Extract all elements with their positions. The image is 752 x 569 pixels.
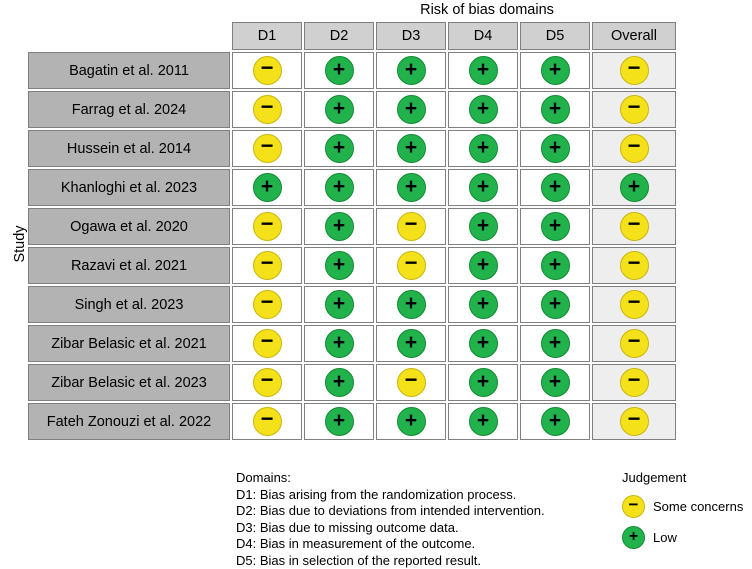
low-risk-icon: [541, 290, 570, 319]
judgement-cell-d3: [376, 403, 446, 440]
low-risk-icon: [325, 368, 354, 397]
judgement-symbol: +: [548, 97, 562, 120]
judgement-symbol: +: [332, 370, 346, 393]
judgement-cell-d5: [520, 364, 590, 401]
low-risk-icon: [541, 95, 570, 124]
y-axis-label: Study: [12, 225, 28, 263]
some-concerns-icon: [253, 134, 282, 163]
judgement-symbol: +: [332, 331, 346, 354]
judgement-symbol: +: [548, 175, 562, 198]
table-row: [28, 364, 676, 401]
judgement-symbol: −: [260, 133, 274, 158]
judgement-symbol: +: [404, 409, 418, 432]
judgement-cell-d5: [520, 208, 590, 245]
judgement-symbol: +: [332, 97, 346, 120]
judgement-cell-overall: [592, 91, 676, 128]
low-risk-icon: [541, 368, 570, 397]
legend-item-low: [622, 526, 743, 549]
judgement-symbol: +: [476, 175, 490, 198]
judgement-cell-d2: [304, 208, 374, 245]
judgement-cell-d4: [448, 325, 518, 362]
low-risk-icon: [541, 329, 570, 358]
judgement-symbol: +: [476, 58, 490, 81]
low-risk-icon: [325, 56, 354, 85]
judgement-cell-d3: [376, 286, 446, 323]
judgement-cell-d5: [520, 286, 590, 323]
low-risk-icon: [397, 173, 426, 202]
some-concerns-icon: [253, 329, 282, 358]
judgement-cell-d1: [232, 403, 302, 440]
low-risk-icon: [325, 251, 354, 280]
judgement-cell-d3: [376, 325, 446, 362]
judgement-cell-overall: [592, 208, 676, 245]
judgement-symbol: −: [404, 367, 418, 392]
low-risk-icon: [397, 95, 426, 124]
table-row: [28, 169, 676, 206]
judgement-cell-d2: [304, 403, 374, 440]
table-row: [28, 52, 676, 89]
judgement-symbol: +: [548, 409, 562, 432]
low-risk-icon: [397, 329, 426, 358]
table-row: [28, 247, 676, 284]
low-risk-icon: [469, 407, 498, 436]
judgement-symbol: −: [627, 328, 641, 353]
judgement-symbol: −: [404, 211, 418, 236]
judgement-cell-d4: [448, 91, 518, 128]
judgement-cell-d1: [232, 364, 302, 401]
low-risk-icon: [469, 173, 498, 202]
judgement-symbol: −: [627, 289, 641, 314]
low-risk-icon: [620, 173, 649, 202]
column-header-d1: D1: [232, 22, 302, 50]
judgement-symbol: +: [476, 214, 490, 237]
judgement-cell-d4: [448, 247, 518, 284]
low-risk-icon: [469, 212, 498, 241]
some-concerns-icon: [620, 134, 649, 163]
low-risk-icon: [541, 134, 570, 163]
judgement-symbol: +: [332, 214, 346, 237]
judgement-symbol: +: [476, 136, 490, 159]
legend-label-low: Low: [653, 530, 677, 545]
low-risk-icon: [397, 134, 426, 163]
judgement-symbol: +: [332, 409, 346, 432]
low-risk-icon: [325, 134, 354, 163]
judgement-cell-d3: [376, 208, 446, 245]
judgement-symbol: +: [404, 58, 418, 81]
judgement-cell-d4: [448, 130, 518, 167]
legend-title: Judgement: [622, 470, 687, 485]
legend: [622, 470, 743, 557]
judgement-symbol: −: [627, 94, 641, 119]
domain-key-line-d2: D2: Bias due to deviations from intended intervention.: [236, 503, 545, 518]
some-concerns-icon: [397, 251, 426, 280]
some-concerns-icon: [620, 329, 649, 358]
table-body: [28, 52, 676, 440]
low-risk-icon: [325, 290, 354, 319]
judgement-cell-d2: [304, 286, 374, 323]
judgement-cell-d5: [520, 130, 590, 167]
risk-of-bias-table: [26, 20, 678, 442]
judgement-cell-d5: [520, 403, 590, 440]
low-risk-icon: [469, 329, 498, 358]
low-risk-icon: [469, 368, 498, 397]
judgement-cell-d1: [232, 169, 302, 206]
judgement-cell-d2: [304, 364, 374, 401]
judgement-symbol: −: [260, 289, 274, 314]
judgement-cell-d3: [376, 91, 446, 128]
judgement-cell-d1: [232, 325, 302, 362]
risk-of-bias-table-wrap: [26, 20, 678, 442]
some-concerns-icon: [620, 251, 649, 280]
judgement-cell-d2: [304, 247, 374, 284]
judgement-symbol: +: [548, 370, 562, 393]
judgement-symbol: +: [548, 214, 562, 237]
table-row: [28, 91, 676, 128]
legend-label-some-concerns: Some concerns: [653, 499, 744, 514]
judgement-symbol: +: [548, 253, 562, 276]
some-concerns-icon: [253, 290, 282, 319]
legend-item-some-concerns: [622, 495, 743, 518]
low-risk-icon: [397, 407, 426, 436]
low-risk-icon: [541, 251, 570, 280]
judgement-cell-d5: [520, 169, 590, 206]
domain-key-heading: Domains:: [236, 470, 291, 485]
low-risk-icon: [325, 95, 354, 124]
judgement-cell-d1: [232, 247, 302, 284]
table-row: [28, 286, 676, 323]
domain-key-line-d1: D1: Bias arising from the randomization process.: [236, 486, 517, 502]
study-label: Hussein et al. 2014: [28, 130, 230, 167]
judgement-cell-d5: [520, 91, 590, 128]
low-risk-icon: [469, 95, 498, 124]
low-risk-icon: [541, 212, 570, 241]
some-concerns-icon: [253, 95, 282, 124]
low-risk-icon: [541, 407, 570, 436]
judgement-symbol: +: [260, 175, 274, 198]
judgement-symbol: −: [260, 406, 274, 431]
some-concerns-icon: [253, 212, 282, 241]
table-header-row: [28, 22, 676, 50]
judgement-symbol: +: [404, 175, 418, 198]
judgement-cell-d4: [448, 286, 518, 323]
study-label: Bagatin et al. 2011: [28, 52, 230, 89]
judgement-symbol: −: [260, 94, 274, 119]
judgement-cell-d4: [448, 169, 518, 206]
judgement-symbol: +: [332, 292, 346, 315]
chart-title: Risk of bias domains: [420, 2, 554, 18]
judgement-symbol: +: [476, 331, 490, 354]
study-label: Zibar Belasic et al. 2021: [28, 325, 230, 362]
judgement-cell-d3: [376, 169, 446, 206]
judgement-symbol: −: [260, 211, 274, 236]
judgement-cell-overall: [592, 130, 676, 167]
domain-key-line-d4: D4: Bias in measurement of the outcome.: [236, 536, 476, 551]
low-risk-icon: [469, 251, 498, 280]
judgement-symbol: +: [476, 370, 490, 393]
judgement-symbol: −: [404, 250, 418, 275]
judgement-symbol: −: [260, 367, 274, 392]
some-concerns-icon: [253, 56, 282, 85]
domain-key-line-d5: D5: Bias in selection of the reported result.: [236, 552, 481, 568]
judgement-cell-overall: [592, 286, 676, 323]
judgement-symbol: +: [476, 292, 490, 315]
judgement-cell-d2: [304, 52, 374, 89]
judgement-cell-overall: [592, 247, 676, 284]
some-concerns-icon: [620, 212, 649, 241]
judgement-symbol: −: [260, 250, 274, 275]
some-concerns-icon: −: [622, 495, 645, 518]
some-concerns-icon: [620, 56, 649, 85]
some-concerns-icon: [397, 368, 426, 397]
judgement-cell-overall: [592, 403, 676, 440]
header-blank-corner: [28, 22, 230, 50]
judgement-symbol: +: [332, 58, 346, 81]
judgement-symbol: +: [476, 253, 490, 276]
domain-key: [236, 470, 545, 569]
judgement-cell-d1: [232, 130, 302, 167]
some-concerns-icon: [620, 368, 649, 397]
judgement-symbol: +: [404, 97, 418, 120]
low-risk-icon: [469, 134, 498, 163]
judgement-symbol: −: [260, 55, 274, 80]
table-row: [28, 130, 676, 167]
judgement-symbol: +: [332, 253, 346, 276]
judgement-cell-overall: [592, 325, 676, 362]
judgement-symbol: −: [627, 133, 641, 158]
judgement-symbol: +: [332, 175, 346, 198]
study-label: Farrag et al. 2024: [28, 91, 230, 128]
judgement-cell-d1: [232, 91, 302, 128]
judgement-cell-d1: [232, 208, 302, 245]
judgement-cell-d2: [304, 325, 374, 362]
study-label: Fateh Zonouzi et al. 2022: [28, 403, 230, 440]
some-concerns-icon: [620, 290, 649, 319]
low-risk-icon: [325, 329, 354, 358]
judgement-cell-d4: [448, 208, 518, 245]
column-header-d3: D3: [376, 22, 446, 50]
some-concerns-icon: [620, 95, 649, 124]
judgement-cell-d5: [520, 325, 590, 362]
low-risk-icon: [397, 56, 426, 85]
study-label: Ogawa et al. 2020: [28, 208, 230, 245]
judgement-cell-d5: [520, 52, 590, 89]
judgement-symbol: +: [548, 136, 562, 159]
judgement-symbol: −: [260, 328, 274, 353]
table-row: [28, 403, 676, 440]
low-risk-icon: [325, 173, 354, 202]
judgement-cell-d5: [520, 247, 590, 284]
judgement-symbol: −: [627, 406, 641, 431]
study-label: Zibar Belasic et al. 2023: [28, 364, 230, 401]
judgement-cell-d3: [376, 130, 446, 167]
judgement-cell-d2: [304, 130, 374, 167]
judgement-symbol: −: [627, 367, 641, 392]
study-label: Razavi et al. 2021: [28, 247, 230, 284]
study-label: Khanloghi et al. 2023: [28, 169, 230, 206]
judgement-cell-overall: [592, 169, 676, 206]
judgement-symbol: +: [548, 58, 562, 81]
judgement-cell-d4: [448, 403, 518, 440]
low-risk-icon: [469, 56, 498, 85]
some-concerns-icon: [253, 368, 282, 397]
judgement-cell-d2: [304, 91, 374, 128]
judgement-symbol: +: [476, 409, 490, 432]
judgement-symbol: +: [627, 175, 641, 198]
low-risk-icon: +: [622, 526, 645, 549]
judgement-cell-d4: [448, 52, 518, 89]
low-risk-icon: [325, 407, 354, 436]
judgement-cell-d1: [232, 52, 302, 89]
judgement-symbol: +: [548, 331, 562, 354]
low-risk-icon: [541, 173, 570, 202]
table-row: [28, 208, 676, 245]
low-risk-icon: [325, 212, 354, 241]
study-label: Singh et al. 2023: [28, 286, 230, 323]
judgement-symbol: +: [476, 97, 490, 120]
judgement-cell-d2: [304, 169, 374, 206]
table-row: [28, 325, 676, 362]
judgement-symbol: −: [627, 250, 641, 275]
judgement-cell-d3: [376, 247, 446, 284]
some-concerns-icon: [397, 212, 426, 241]
judgement-symbol: +: [332, 136, 346, 159]
some-concerns-icon: [620, 407, 649, 436]
judgement-cell-overall: [592, 52, 676, 89]
low-risk-icon: [469, 290, 498, 319]
domain-key-line-d3: D3: Bias due to missing outcome data.: [236, 519, 459, 535]
judgement-symbol: +: [404, 292, 418, 315]
judgement-symbol: +: [404, 136, 418, 159]
judgement-symbol: +: [548, 292, 562, 315]
some-concerns-icon: [253, 251, 282, 280]
judgement-symbol: +: [404, 331, 418, 354]
judgement-cell-overall: [592, 364, 676, 401]
low-risk-icon: [541, 56, 570, 85]
judgement-cell-d3: [376, 52, 446, 89]
some-concerns-icon: [253, 407, 282, 436]
judgement-cell-d4: [448, 364, 518, 401]
judgement-cell-d1: [232, 286, 302, 323]
column-header-overall: Overall: [592, 22, 676, 50]
column-header-d2: D2: [304, 22, 374, 50]
judgement-symbol: −: [627, 55, 641, 80]
low-risk-icon: [397, 290, 426, 319]
column-header-d4: D4: [448, 22, 518, 50]
judgement-cell-d3: [376, 364, 446, 401]
low-risk-icon: [253, 173, 282, 202]
column-header-d5: D5: [520, 22, 590, 50]
judgement-symbol: −: [627, 211, 641, 236]
